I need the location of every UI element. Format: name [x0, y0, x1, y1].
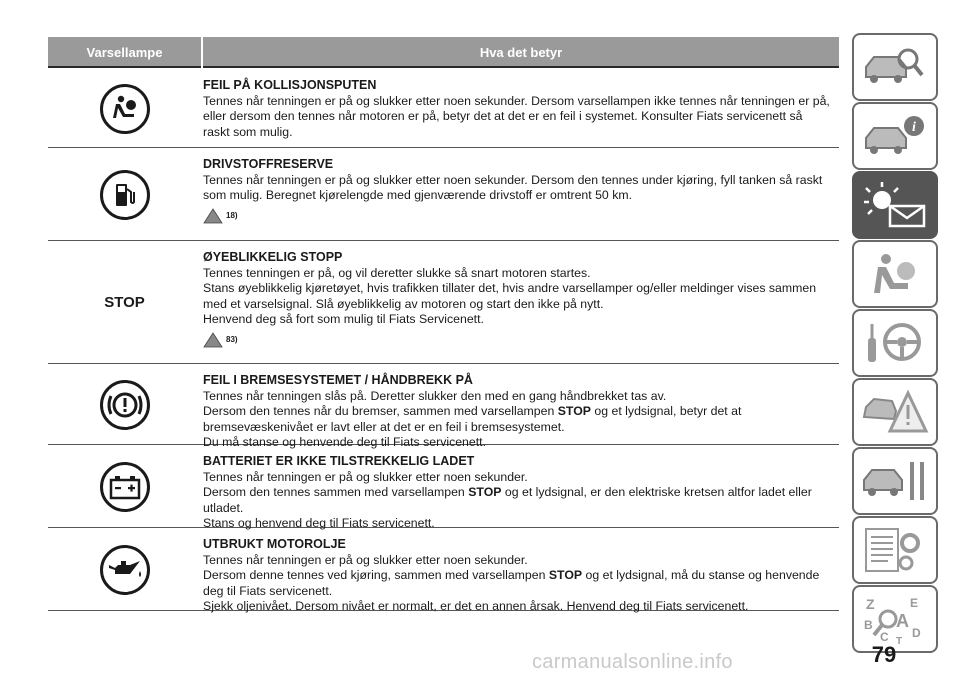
tab-car-search[interactable]	[852, 33, 938, 101]
brake-warning-icon	[100, 380, 150, 430]
svg-text:B: B	[864, 618, 873, 632]
row-text: Dersom den tennes sammen med varsellampen STOP og et lydsignal, er den elektriske kretsen altfor ladet eller	[203, 485, 812, 499]
tab-warning-lights[interactable]	[852, 171, 938, 239]
reference-note: 18)	[203, 208, 839, 224]
row-text: Stans øyeblikkelig kjøretøyet, hvis trafikken tillater det, hvis andre varsellamper og/eller meldinger vises sammen	[203, 281, 817, 295]
row-title: UTBRUKT MOTOROLJE	[203, 537, 346, 551]
tab-car-info[interactable]	[852, 102, 938, 170]
row-text: Tennes tenningen er på, og vil deretter slukke så snart motoren startes.	[203, 265, 591, 280]
row-text: deg til Fiats servicenett.	[203, 583, 333, 598]
row-title: DRIVSTOFFRESERVE	[203, 157, 334, 171]
header-warning-lamp: Varsellampe	[86, 45, 163, 60]
svg-text:i: i	[912, 120, 916, 135]
alphabet-index-icon	[860, 593, 930, 645]
row-text: utladet.	[203, 500, 244, 515]
row-text: eller dersom den tennes når motoren er på, betyr det at det er en feil i systemet. Konsulter Fiats servicenett så	[203, 109, 803, 123]
tab-starting-driving[interactable]	[852, 309, 938, 377]
row-text: med et varselsignal. Slå øyeblikkelig av motoren og start den ikke på nytt.	[203, 296, 604, 311]
checklist-gears-icon	[860, 525, 930, 575]
row-text: Tennes når tenningen er på og slukker etter noen sekunder. Dersom varsellampen ikke tennes når tenningen er på,	[203, 93, 830, 108]
row-text: raskt som mulig.	[203, 124, 293, 139]
airbag-warning-icon	[100, 84, 150, 134]
fuel-pump-icon	[100, 170, 150, 220]
row-text: Tennes når tenningen er på og slukker etter noen sekunder.	[203, 552, 528, 567]
row-title: FEIL PÅ KOLLISJONSPUTEN	[203, 78, 377, 92]
row-text: Stans og henvend deg til Fiats servicenett.	[203, 516, 435, 530]
tab-technical-data[interactable]	[852, 516, 938, 584]
row-title: ØYEBLIKKELIG STOPP	[203, 250, 343, 264]
page-number: 79	[871, 642, 897, 667]
key-steering-wheel-icon	[860, 318, 930, 368]
row-title: FEIL I BREMSESYSTEMET / HÅNDBREKK PÅ	[203, 373, 473, 387]
svg-text:C: C	[880, 630, 889, 644]
table-row-fuel	[48, 149, 839, 241]
table-row-stop	[48, 242, 839, 364]
row-text: som mulig. Beregnet kjørelengde med gjenværende drivstoff er omtrent 50 km.	[203, 188, 632, 202]
row-text: Tennes når tenningen slås på. Deretter slukker den med en gang håndbrekket tas av.	[203, 388, 667, 403]
hazard-reference-icon	[203, 208, 223, 224]
battery-icon	[100, 462, 150, 512]
svg-text:Z: Z	[866, 596, 875, 612]
tab-maintenance[interactable]	[852, 447, 938, 515]
oil-can-icon	[100, 545, 150, 595]
tab-emergency[interactable]	[852, 378, 938, 446]
stop-icon: STOP	[104, 294, 145, 311]
car-accident-warning-icon	[860, 387, 930, 437]
watermark: carmanualsonline.info	[532, 651, 733, 673]
hazard-reference-icon	[203, 332, 223, 348]
row-text: Du må stanse og henvende deg til Fiats servicenett.	[203, 435, 486, 449]
car-search-icon	[860, 43, 930, 91]
tab-safety[interactable]	[852, 240, 938, 308]
svg-text:A: A	[896, 611, 909, 631]
row-text: Tennes når tenningen er på og slukker etter noen sekunder. Dersom den tennes under kjøring, fyll tanken så raskt	[203, 172, 823, 187]
table-row-airbag	[48, 70, 839, 148]
svg-text:T: T	[896, 636, 903, 645]
row-text: Dersom denne tennes ved kjøring, sammen med varsellampen STOP og et lydsignal, må du stanse og henvende	[203, 568, 820, 582]
row-title: BATTERIET ER IKKE TILSTREKKELIG LADET	[203, 454, 475, 468]
airbag-person-icon	[860, 249, 930, 299]
table-row-battery	[48, 446, 839, 528]
row-text: Dersom den tennes når du bremser, sammen med varsellampen STOP og et lydsignal, betyr det at	[203, 404, 742, 418]
row-text: Henvend deg så fort som mulig til Fiats Servicenett.	[203, 312, 484, 326]
row-text: Tennes når tenningen er på og slukker etter noen sekunder.	[203, 469, 528, 484]
table-row-brake	[48, 365, 839, 449]
car-info-icon	[860, 112, 930, 160]
svg-text:D: D	[912, 626, 921, 640]
header-meaning: Hva det betyr	[479, 45, 563, 60]
svg-text:E: E	[910, 596, 919, 610]
row-text: Sjekk oljenivået. Dersom nivået er normalt, er det en annen årsak. Henvend deg til Fiats servicenett.	[203, 599, 749, 613]
reference-note: 83)	[203, 332, 839, 348]
row-text: bremsevæskenivået er lavt eller at det er en feil i bremsesystemet.	[203, 419, 565, 434]
table-header	[48, 37, 839, 68]
warning-light-message-icon	[860, 180, 930, 230]
car-tools-icon	[860, 456, 930, 506]
table-row-oil	[48, 529, 839, 611]
